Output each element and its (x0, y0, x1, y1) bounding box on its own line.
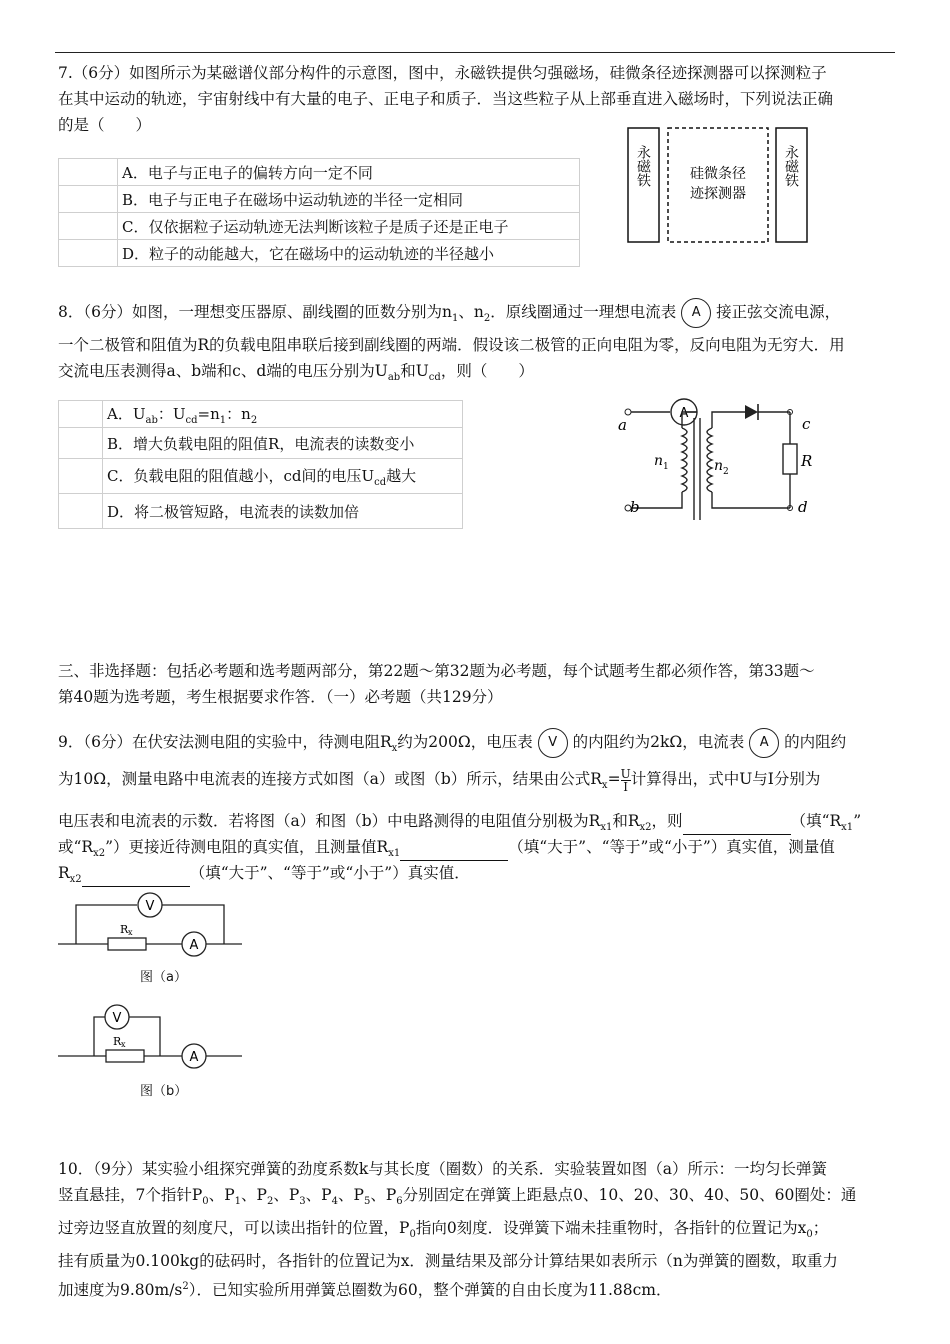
detector-label-line1: 硅微条径 (690, 166, 746, 182)
q8-option-a (59, 401, 463, 428)
section-3-line2: 第40题为选考题，考生根据要求作答．（一）必考题（共129分） (58, 688, 503, 706)
t: 为10Ω，测量电路中电流表的连接方式如图（a）或图（b）所示，结果由公式R (58, 770, 602, 788)
q9-figure-b-circuit (58, 1004, 248, 1076)
q7-options (58, 158, 580, 267)
q8-text: ，则（ ） (440, 362, 534, 381)
q7-option-d-text[interactable]: D．粒子的动能越大，它在磁场中的运动轨迹的半径越小 (118, 240, 580, 267)
q8-option-c-text[interactable] (103, 459, 463, 494)
label-d: d (798, 498, 808, 516)
q8-sub: ab (387, 372, 401, 384)
figure-b-caption: 图（b） (140, 1084, 188, 1099)
q8-text: 交流电压表测得a、b端和c、d端的电压分别为U (58, 362, 388, 381)
s: cd (374, 476, 387, 488)
t: 、 (305, 1186, 322, 1204)
resistor-icon (106, 1050, 144, 1062)
wire (712, 412, 745, 428)
answer-blank-1[interactable] (683, 808, 791, 835)
answer-blank-2[interactable] (400, 834, 508, 861)
label-b: b (630, 498, 640, 516)
t: =n (197, 404, 220, 423)
q10-line4: 挂有质量为0.100kg的砝码时，各指针的位置记为x．测量结果及部分计算结果如表所示（n为弹簧的圈数，取重力 (58, 1252, 838, 1271)
q8-options (58, 400, 463, 529)
q8-text: 8．（6分）如图，一理想变压器原、副线圈的匝数分别为n (58, 303, 452, 321)
t: 或“R (58, 838, 94, 856)
ammeter-label: A (189, 938, 199, 953)
q7-option-a-text[interactable]: A．电子与正电子的偏转方向一定不同 (118, 159, 580, 186)
s: x (391, 743, 398, 755)
voltmeter-label: V (145, 899, 155, 914)
primary-coil (682, 428, 687, 492)
s: x2 (69, 874, 82, 886)
t: A．U (107, 404, 146, 423)
s: 6 (396, 1196, 403, 1208)
t: ，则 (651, 812, 683, 830)
s: ab (145, 414, 158, 426)
q7-figure-magnetic-spectrometer (620, 120, 820, 250)
s: 5 (363, 1196, 371, 1208)
t: 越大 (386, 466, 417, 485)
q8-sub: 1 (451, 313, 459, 325)
s: 3 (299, 1196, 306, 1208)
diode-icon (745, 405, 758, 419)
q10-stem (58, 1156, 898, 1303)
ammeter-label: A (679, 406, 689, 421)
s: x1 (841, 822, 854, 834)
section-3-heading (58, 658, 815, 710)
t: 和R (612, 812, 640, 830)
t: 、 (337, 1186, 354, 1204)
voltmeter-symbol: V (538, 728, 568, 758)
t: ：U (157, 404, 186, 423)
q8-sub: 2 (483, 313, 491, 325)
q8-option-c (59, 459, 463, 494)
s: 1 (219, 414, 227, 426)
q7-stem-line1: 7.（6分）如图所示为某磁谱仪部分构件的示意图，图中，永磁铁提供匀强磁场，硅微条径迹探测器可以探测粒子 (58, 64, 827, 82)
q9-stem-line1 (58, 728, 898, 762)
s: 0 (806, 1229, 813, 1241)
detector-box (668, 128, 768, 242)
q8-stem-line2: 一个二极管和阻值为R的负载电阻串联后接到副线圈的两端．假设该二极管的正向电阻为零，反向电阻为无穷大．用 (58, 336, 845, 355)
wire (94, 1017, 105, 1056)
t: ” (853, 812, 862, 830)
t: 分别固定在弹簧上距悬点0、10、20、30、40、50、60圈处：通 (402, 1186, 857, 1204)
right-magnet-label: 永磁铁 (783, 145, 799, 187)
answer-blank-3[interactable] (82, 860, 190, 887)
q7-option-c-text[interactable]: C．仅依据粒子运动轨迹无法判断该粒子是质子还是正电子 (118, 213, 580, 240)
q9-figure-a-circuit (58, 892, 248, 964)
t: 、 (273, 1186, 289, 1204)
t: 加速度为9.80m/s (58, 1281, 183, 1300)
label-n1: n (654, 453, 664, 469)
t: P (321, 1186, 332, 1204)
top-rule (55, 52, 895, 53)
fraction-numerator: U (620, 766, 631, 781)
t: P (353, 1186, 364, 1204)
q8-stem-line1 (58, 298, 898, 332)
q8-text: 、n (458, 303, 484, 321)
label-n2: n (714, 458, 724, 474)
left-magnet-label: 永磁铁 (635, 145, 651, 187)
t: ； (812, 1219, 829, 1238)
q7-stem-line2: 在其中运动的轨迹，宇宙射线中有大量的电子、正电子和质子．当这些粒子从上部垂直进入磁场时，下列说法正确 (58, 90, 834, 108)
voltmeter-label: V (112, 1011, 122, 1026)
t: P (385, 1186, 397, 1204)
resistor-icon (108, 938, 146, 950)
t: ”）更接近待测电阻的真实值，且测量值R (105, 838, 389, 856)
q8-text: ．原线圈通过一理想电流表 (490, 303, 677, 321)
q7-option-b (59, 186, 580, 213)
q8-text: 和U (400, 362, 429, 381)
q8-stem (58, 298, 898, 391)
t: （填“大于”、“等于”或“小于”）真实值，测量值 (508, 838, 835, 856)
q8-figure-transformer-circuit (610, 398, 840, 528)
figure-a-caption: 图（a） (140, 970, 187, 985)
t: 约为200Ω，电压表 (397, 733, 533, 751)
t: P (288, 1186, 300, 1204)
fraction-U-over-I (621, 768, 631, 793)
t: 9．（6分）在伏安法测电阻的实验中，待测电阻R (58, 733, 392, 751)
label-n2-sub: 2 (723, 467, 729, 477)
detector-label-line2: 迹探测器 (690, 186, 746, 202)
t: R (58, 864, 70, 882)
s: 2 (250, 414, 258, 426)
section-3-line1: 三、非选择题：包括必考题和选考题两部分，第22题～第32题为必考题，每个试题考生都必须作答，第33题～ (58, 662, 815, 680)
terminal-a-dot (625, 409, 631, 415)
q8-sub: cd (428, 372, 441, 384)
s: 4 (331, 1196, 338, 1208)
t: 竖直悬挂，7个指针P (58, 1186, 203, 1204)
q7-option-d (59, 240, 580, 267)
t: 指向0刻度．设弹簧下端未挂重物时，各指针的位置记为x (415, 1219, 807, 1238)
ammeter-symbol: A (749, 728, 779, 758)
q8-text: 接正弦交流电源， (716, 303, 841, 321)
s: 0 (409, 1229, 416, 1241)
s: 2 (266, 1196, 274, 1208)
q7-option-c (59, 213, 580, 240)
resistor-icon (783, 444, 797, 474)
wire (712, 492, 790, 508)
label-a: a (618, 416, 627, 434)
q7-stem-line3: 的是（ ） (58, 116, 152, 134)
q8-option-a-text[interactable] (103, 401, 463, 428)
secondary-coil (707, 428, 712, 492)
sup: 2 (182, 1281, 189, 1293)
q10-line1: 10．（9分）某实验小组探究弹簧的劲度系数k与其长度（圈数）的关系．实验装置如图（a）所示：一均匀长弹簧 (58, 1160, 827, 1178)
t: 电压表和电流表的示数．若将图（a）和图（b）中电路测得的电阻值分别极为R (58, 812, 601, 830)
q10-line5 (58, 1274, 898, 1303)
t: = (607, 770, 621, 788)
resistor-label: R (113, 1035, 122, 1048)
fraction-denominator: I (623, 779, 628, 794)
s: x2 (639, 822, 652, 834)
t: 、 (208, 1186, 225, 1204)
t: ：n (226, 404, 251, 423)
q10-line2 (58, 1182, 898, 1215)
q9-stem-line2 (58, 766, 898, 799)
t: 的内阻约 (784, 733, 847, 751)
t: 计算得出，式中U与I分别为 (630, 770, 821, 788)
s: x1 (600, 822, 613, 834)
t: ）．已知实验所用弹簧总圈数为60，整个弹簧的自由长度为11.88cm． (188, 1281, 672, 1300)
t: （填“大于”、“等于”或“小于”）真实值． (189, 864, 470, 882)
t: P (256, 1186, 267, 1204)
t: P (224, 1186, 235, 1204)
resistor-label-sub: x (121, 1040, 126, 1049)
q9-stem-line5 (58, 860, 898, 893)
label-R: R (801, 452, 813, 470)
ammeter-label: A (189, 1050, 199, 1065)
q8-option-d (59, 494, 463, 529)
s: 1 (234, 1196, 241, 1208)
t: 、 (370, 1186, 386, 1204)
q8-option-d-text[interactable]: D．将二极管短路，电流表的读数加倍 (103, 494, 463, 529)
label-c: c (802, 415, 811, 433)
s: x1 (388, 848, 401, 860)
q8-option-b-text[interactable]: B．增大负载电阻的阻值R，电流表的读数变小 (103, 428, 463, 459)
s: x2 (93, 848, 106, 860)
s: 0 (202, 1196, 209, 1208)
t: C．负载电阻的阻值越小，cd间的电压U (107, 466, 375, 485)
s: x (601, 780, 608, 792)
q7-option-b-text[interactable]: B．电子与正电子在磁场中运动轨迹的半径一定相同 (118, 186, 580, 213)
ammeter-symbol: A (681, 298, 711, 328)
t: 、 (241, 1186, 257, 1204)
t: 的内阻约为2kΩ，电流表 (572, 733, 745, 751)
resistor-label: R (120, 923, 129, 936)
t: （填“R (790, 812, 842, 830)
q8-option-b (59, 428, 463, 459)
label-n1-sub: 1 (663, 462, 669, 472)
s: cd (185, 414, 198, 426)
q7-option-a (59, 159, 580, 186)
t: 过旁边竖直放置的刻度尺，可以读出指针的位置，P (58, 1219, 410, 1238)
q10-line3 (58, 1215, 898, 1248)
q8-stem-line3 (58, 358, 898, 391)
resistor-label-sub: x (128, 928, 133, 937)
